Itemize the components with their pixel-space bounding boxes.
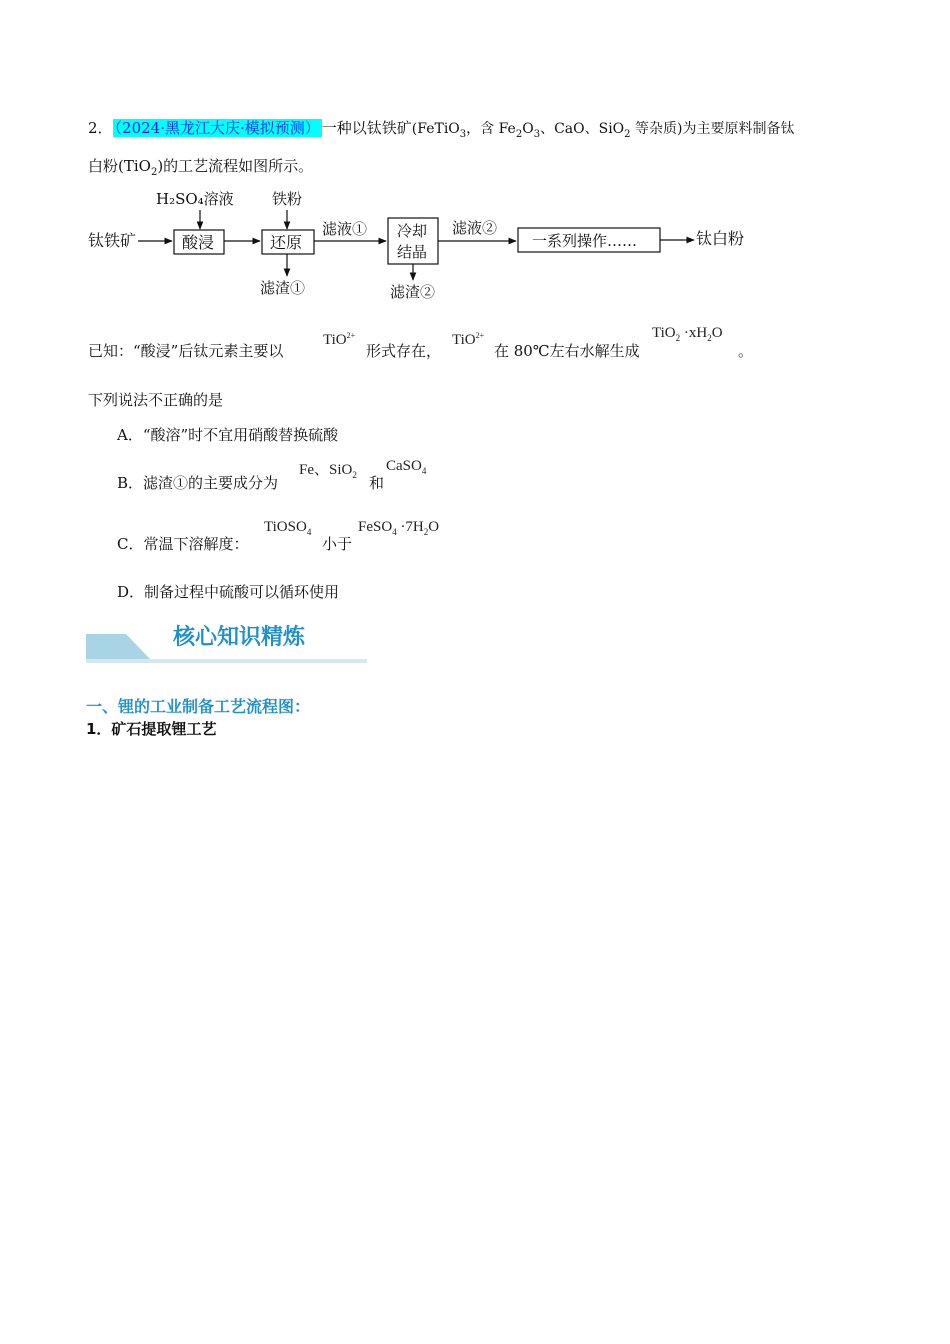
flow-liquid1-label: 滤液①	[322, 220, 368, 238]
option-b-prefix: B．滤渣①的主要成分为	[117, 474, 279, 492]
flow-box3-line2: 结晶	[397, 243, 428, 261]
process-flowchart	[80, 184, 800, 306]
flow-reagent1-label: H₂SO₄溶液	[156, 190, 234, 208]
section-banner-title: 核心知识精炼	[173, 625, 306, 650]
question-source-highlight: （2024·黑龙江大庆·模拟预测）	[114, 119, 320, 137]
flow-reagent2-label: 铁粉	[272, 190, 303, 208]
formula-tioso4: TiOSO$_4$	[264, 519, 312, 537]
flow-liquid2-label: 滤液②	[452, 219, 498, 237]
option-c-prefix: C．常温下溶解度：	[117, 535, 249, 553]
flow-box4-label: 一系列操作……	[532, 232, 638, 250]
flow-waste2-label: 滤渣②	[390, 283, 436, 301]
flow-box1-label: 酸浸	[182, 233, 215, 252]
question-line-1	[88, 117, 794, 140]
option-d: D．制备过程中硫酸可以循环使用	[117, 583, 340, 601]
option-c-less: 小于	[322, 535, 353, 553]
flow-box2-label: 还原	[270, 233, 303, 252]
known-end: 。	[738, 342, 754, 360]
flow-product-label: 钛白粉	[696, 229, 745, 248]
formula-fe-sio2: Fe、SiO$_2$	[299, 462, 357, 480]
option-b-and: 和	[369, 474, 385, 492]
section-subheading: 1．矿石提取锂工艺	[86, 720, 217, 738]
formula-tio2-xh2o: $TiO_2 \cdot xH_2O$	[652, 325, 723, 343]
question-line-2: 白粉(TiO$_2$)的工艺流程如图所示。	[88, 157, 314, 178]
flow-waste1-label: 滤渣①	[260, 279, 306, 297]
option-a: A．“酸溶”时不宜用硝酸替换硫酸	[117, 426, 339, 444]
known-middle: 形式存在，	[366, 342, 442, 360]
flow-start-label: 钛铁矿	[88, 231, 137, 250]
formula-feso4-7h2o: FeSO$_4$ $\cdot 7H_2O$	[358, 519, 440, 537]
question-stem-part1: 一种以钛铁矿	[321, 119, 412, 137]
formula-tio2plus-2: TiO$^{2+}$	[452, 331, 485, 348]
question-stem-line2-end: )的工艺流程如图所示。	[157, 157, 314, 175]
section-heading: 一、锂的工业制备工艺流程图：	[86, 697, 311, 716]
known-temp-text: 在 80℃左右水解生成	[494, 342, 640, 360]
question-stem-line2: 白粉(TiO	[88, 157, 151, 175]
formula-caso4: CaSO$_4$	[386, 458, 427, 476]
known-prefix: 已知：“酸浸”后钛元素主要以	[88, 342, 284, 360]
flow-box3-line1: 冷却	[397, 222, 428, 240]
question-number: 2．	[88, 119, 113, 137]
question-prompt: 下列说法不正确的是	[88, 391, 224, 409]
formula-tio2plus-1: TiO$^{2+}$	[323, 331, 356, 348]
question-stem-formula: (FeTiO$_3$，含 $Fe_2O_3$、CaO、SiO$_2$ 等杂质)为主要原料制备钛	[411, 121, 795, 140]
